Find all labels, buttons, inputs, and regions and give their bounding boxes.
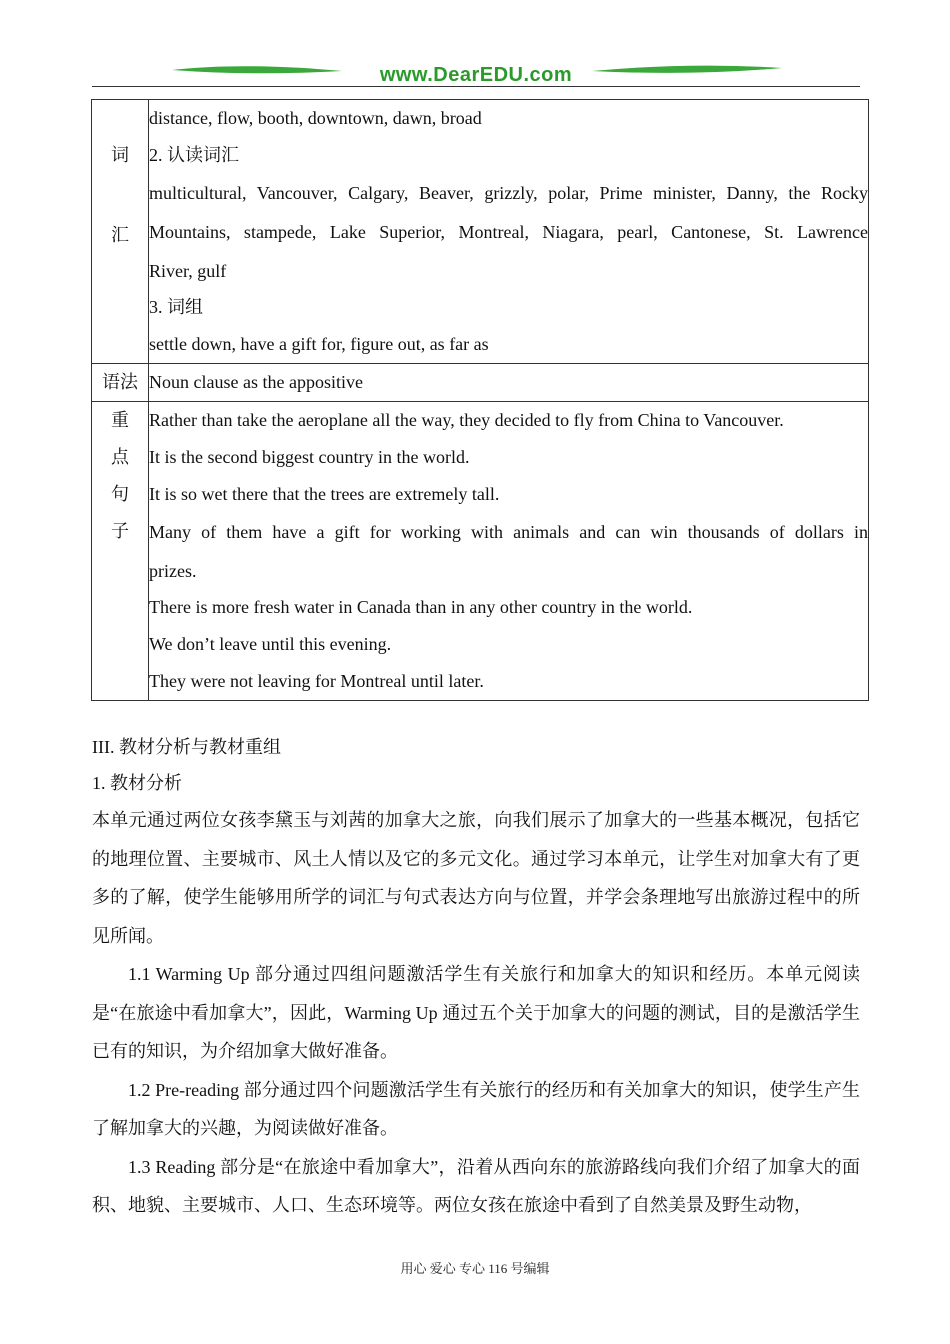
sentence-line: They were not leaving for Montreal until later. [149,671,484,691]
vocab-label-char: 汇 [111,225,129,245]
sentences-content-cell [149,402,869,701]
vocab-line: 2. 认读词汇 [149,145,239,165]
analysis-paragraph: 1.2 Pre-reading 部分通过四个问题激活学生有关旅行的经历和有关加拿大的知识，使学生产生了解加拿大的兴趣，为阅读做好准备。 [92,1079,860,1138]
sentence-line: prizes. [149,561,197,581]
sentences-label-char: 子 [111,521,129,541]
analysis-paragraph: 本单元通过两位女孩李黛玉与刘茜的加拿大之旅，向我们展示了加拿大的一些基本概况，包括它的地理位置、主要城市、风土人情以及它的多元文化。通过学习本单元，让学生对加拿大有了更多的了解，使学生能够用所学的词汇与句式表达方向与位置，并学会条理地写出旅游过程中的所见所闻。 [92,810,860,946]
grammar-label-cell [92,364,149,402]
vocab-label-cell [92,100,149,364]
sentence-line: There is more fresh water in Canada than in any other country in the world. [149,597,693,617]
site-logo-text: www.DearEDU.com [379,64,573,86]
sentences-label-char: 句 [111,484,129,504]
grammar-row [92,364,869,402]
vocab-label-char: 词 [111,145,129,165]
page-header [92,62,860,90]
section-subheading: 1. 教材分析 [92,773,182,793]
sentence-line: Rather than take the aeroplane all the way, they decided to fly from China to Vancouver. [149,410,784,430]
grammar-content-cell [149,364,869,402]
analysis-paragraph: 1.1 Warming Up 部分通过四组问题激活学生有关旅行和加拿大的知识和经历。本单元阅读是“在旅途中看加拿大”，因此，Warming Up 通过五个关于加拿大的问题的测试，目的是激活学生已有的知识，为介绍加拿大做好准备。 [92,964,860,1061]
section-analysis [92,729,860,1225]
sentence-line: Many of them have a gift for working with animals and can win thousands of dollars in [149,522,868,542]
sentences-label-char: 重 [111,410,129,430]
vocab-line: River, gulf [149,261,227,281]
analysis-paragraph: 1.3 Reading 部分是“在旅途中看加拿大”，沿着从西向东的旅游路线向我们介绍了加拿大的面积、地貌、主要城市、人口、生态环境等。两位女孩在旅途中看到了自然美景及野生动物， [92,1156,860,1215]
sentences-label-char: 点 [111,447,129,467]
vocab-content-cell [149,100,869,364]
vocab-row [92,100,869,364]
vocab-line: settle down, have a gift for, figure out, as far as [149,334,489,354]
grammar-label: 语法 [102,372,138,392]
sentence-line: It is the second biggest country in the world. [149,447,470,467]
vocab-line: Mountains, stampede, Lake Superior, Montreal, Niagara, pearl, Cantonese, St. Lawrence [149,222,868,242]
header-rule [92,86,860,87]
sentence-line: We don’t leave until this evening. [149,634,392,654]
page-footer: 用心 爱心 专心 116 号编辑 [400,1261,550,1276]
grammar-text: Noun clause as the appositive [149,372,363,392]
sentence-line: It is so wet there that the trees are extremely tall. [149,484,500,504]
content-table [91,99,869,701]
section-heading: III. 教材分析与教材重组 [92,737,281,757]
vocab-line: multicultural, Vancouver, Calgary, Beaver, grizzly, polar, Prime minister, Danny, the Rocky [149,183,868,203]
sentences-row [92,402,869,701]
vocab-line: 3. 词组 [149,297,203,317]
sentences-label-cell [92,402,149,701]
vocab-line: distance, flow, booth, downtown, dawn, broad [149,108,482,128]
